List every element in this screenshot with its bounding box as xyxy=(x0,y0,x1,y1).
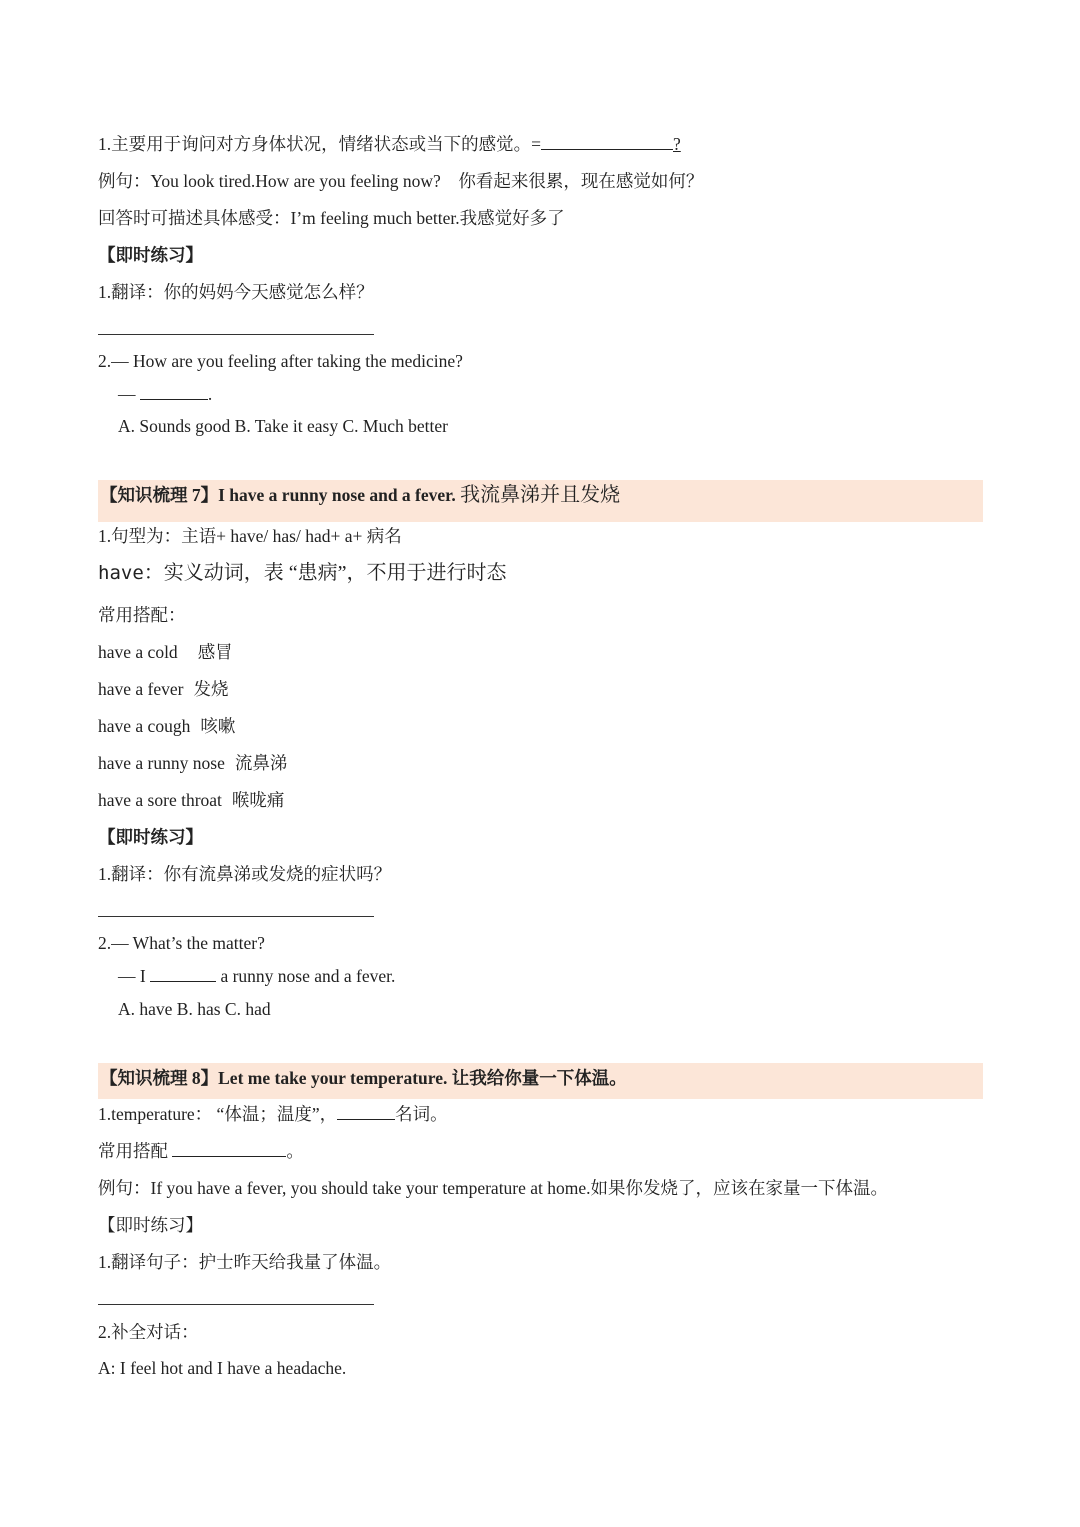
answer-blank[interactable] xyxy=(541,133,673,150)
answer-blank[interactable] xyxy=(140,383,208,400)
answer-blank[interactable] xyxy=(337,1103,395,1120)
collocation-end: 。 xyxy=(286,1141,304,1161)
collocation-item xyxy=(98,788,284,812)
question-1-line xyxy=(98,132,681,156)
collocation-item xyxy=(98,640,233,664)
dash: — xyxy=(118,384,136,404)
answer-suffix: a runny nose and a fever. xyxy=(220,966,396,986)
example-sentence: 例句：If you have a fever, you should take your temperature at home.如果你发烧了，应该在家量一下体温。 xyxy=(98,1178,889,1198)
practice-answer-2 xyxy=(118,382,212,406)
options: A. Sounds good B. Take it easy C. Much better xyxy=(118,416,448,436)
period: . xyxy=(207,384,213,404)
collocation-item xyxy=(98,714,235,738)
practice-question-1: 1.翻译：你的妈妈今天感觉怎么样？ xyxy=(98,282,374,302)
answer-blank[interactable] xyxy=(172,1140,286,1157)
practice-question-1: 1.翻译句子：护士昨天给我量了体温。 xyxy=(98,1252,392,1272)
collocation-item xyxy=(98,677,229,701)
practice-question-1: 1.翻译：你有流鼻涕或发烧的症状吗？ xyxy=(98,864,392,884)
practice-question-2: 2.补全对话： xyxy=(98,1322,199,1342)
example-sentence: 例句：You look tired.How are you feeling now? 你看起来很累，现在感觉如何？ xyxy=(98,171,704,191)
practice-title: 【即时练习】 xyxy=(98,827,203,847)
practice-question-2: 2.— What’s the matter? xyxy=(98,933,265,953)
collocation-en: have a sore throat xyxy=(98,790,222,810)
answer-hint: 回答时可描述具体感受：I’m feeling much better.我感觉好多了 xyxy=(98,208,565,228)
section-7-heading xyxy=(98,480,983,522)
definition-end: 名词。 xyxy=(395,1104,448,1124)
answer-prefix: — I xyxy=(118,966,146,986)
definition-text: 1.temperature： “体温；温度”， xyxy=(98,1104,338,1124)
answer-blank[interactable] xyxy=(150,965,216,982)
section-title-en: I have a runny nose and a fever. xyxy=(218,485,456,505)
options: A. have B. has C. had xyxy=(118,999,271,1019)
answer-line[interactable] xyxy=(98,334,374,335)
section-title-cn: 让我给你量一下体温。 xyxy=(451,1068,627,1088)
answer-line[interactable] xyxy=(98,1304,374,1305)
section-8-heading xyxy=(98,1063,983,1099)
collocation-cn: 流鼻涕 xyxy=(234,753,288,773)
collocation-en: have a cold xyxy=(98,642,178,662)
section-tag: 【知识梳理 8】 xyxy=(100,1068,219,1088)
collocation-cn: 喉咙痛 xyxy=(231,790,285,810)
collocation-en: have a fever xyxy=(98,679,184,699)
have-description: ：实义动词，表 “患病”，不用于进行时态 xyxy=(143,562,507,584)
practice-title: 【即时练习】 xyxy=(98,245,203,265)
question-1-text: 1.主要用于询问对方身体状况，情绪状态或当下的感觉。= xyxy=(98,134,541,154)
collocation-en: have a runny nose xyxy=(98,753,225,773)
have-explanation xyxy=(98,561,507,585)
section-title-cn: 我流鼻涕并且发烧 xyxy=(460,484,621,506)
dialog-line-a: A: I feel hot and I have a headache. xyxy=(98,1358,347,1378)
collocation-item xyxy=(98,751,287,775)
section-tag: 【知识梳理 7】 xyxy=(100,485,219,505)
question-1-end: ? xyxy=(673,134,681,154)
collocation-cn: 咳嗽 xyxy=(200,716,236,736)
collocation-line xyxy=(98,1139,304,1163)
collocation-title: 常用搭配： xyxy=(98,605,186,625)
practice-answer-2 xyxy=(118,964,395,988)
sentence-pattern: 1.句型为：主语+ have/ has/ had+ a+ 病名 xyxy=(98,526,402,546)
practice-title: 【即时练习】 xyxy=(98,1215,203,1235)
practice-question-2: 2.— How are you feeling after taking the medicine? xyxy=(98,351,463,371)
collocation-label: 常用搭配 xyxy=(98,1141,168,1161)
collocation-en: have a cough xyxy=(98,716,191,736)
section-title-en: Let me take your temperature. xyxy=(218,1068,448,1088)
collocation-cn: 发烧 xyxy=(193,679,229,699)
collocation-cn: 感冒 xyxy=(197,642,233,662)
answer-line[interactable] xyxy=(98,916,374,917)
keyword-have: have xyxy=(98,562,144,584)
definition-line xyxy=(98,1102,448,1126)
